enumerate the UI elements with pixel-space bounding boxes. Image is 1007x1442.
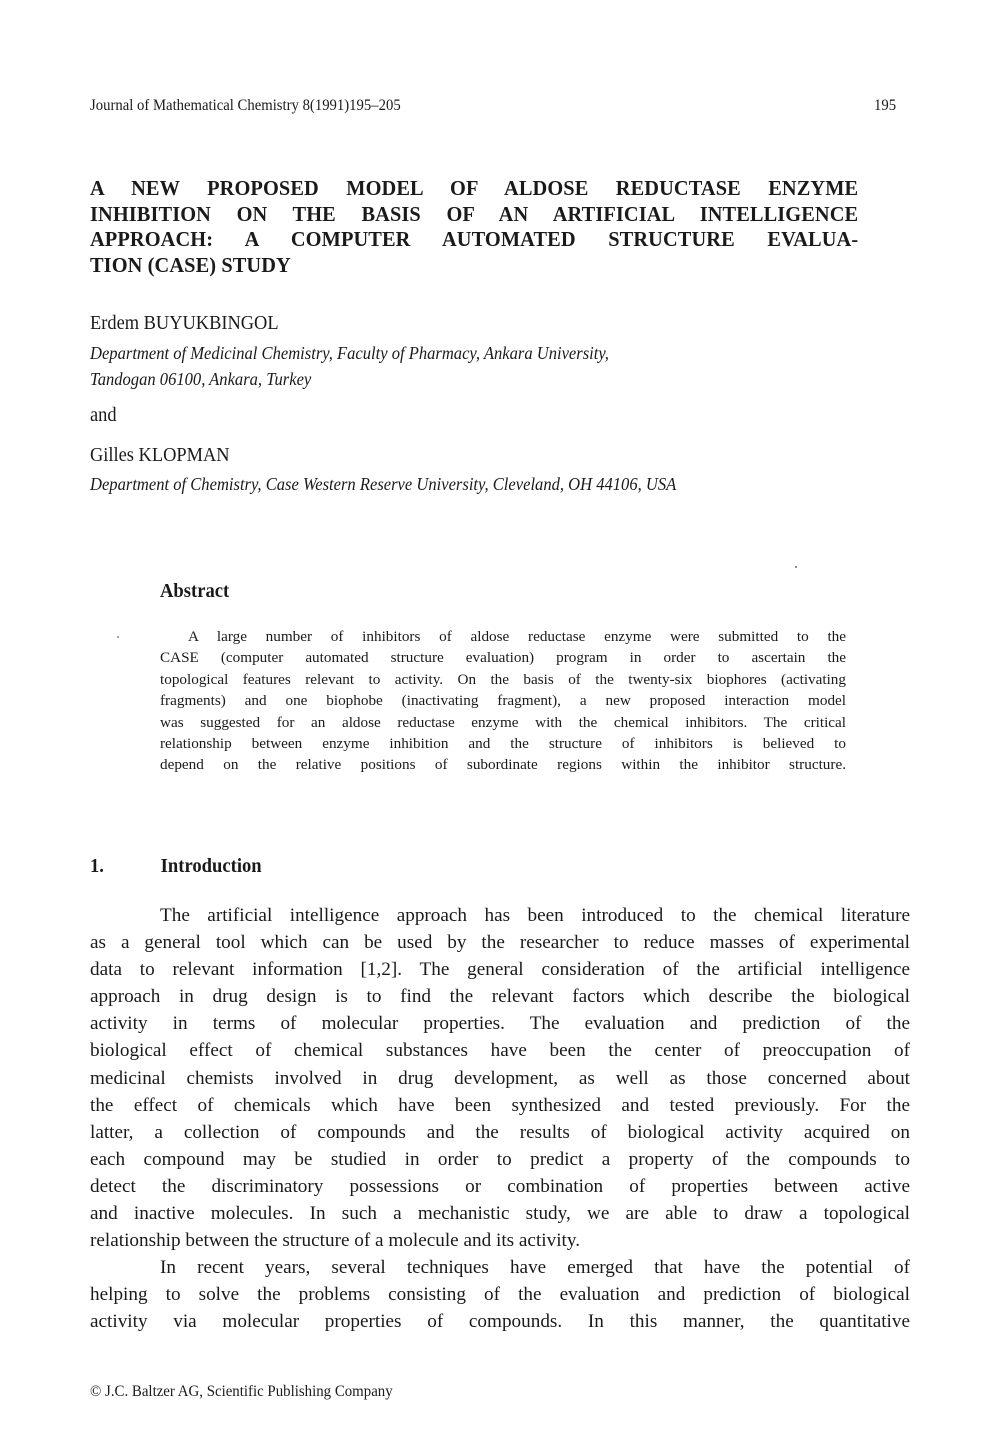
- body-line: In recent years, several techniques have emerged that have the potential of: [160, 1257, 910, 1279]
- author-affiliation: [90, 471, 676, 497]
- body-line: activity in terms of molecular properties. The evaluation and prediction of the: [90, 1013, 910, 1035]
- introduction-body: [90, 902, 910, 1336]
- body-line: as a general tool which can be used by the researcher to reduce masses of experimental: [90, 932, 910, 954]
- body-line: helping to solve the problems consisting of the evaluation and prediction of biological: [90, 1284, 910, 1306]
- body-line: detect the discriminatory possessions or combination of properties between active: [90, 1175, 910, 1197]
- paper-title: [90, 176, 866, 279]
- body-line: relationship between the structure of a molecule and its activity.: [90, 1230, 581, 1252]
- body-line: data to relevant information [1,2]. The general consideration of the artificial intelligence: [90, 959, 910, 981]
- abstract-line: A large number of inhibitors of aldose reductase enzyme were submitted to the: [188, 628, 846, 645]
- title-line: INHIBITION ON THE BASIS OF AN ARTIFICIAL INTELLIGENCE: [90, 201, 859, 226]
- section-heading: [90, 855, 262, 878]
- affiliation-line: Department of Chemistry, Case Western Reserve University, Cleveland, OH 44106, USA: [90, 474, 677, 494]
- body-line: approach in drug design is to find the relevant factors which describe the biological: [90, 986, 910, 1008]
- body-line: and inactive molecules. In such a mechanistic study, we are able to draw a topological: [90, 1203, 910, 1225]
- body-line: each compound may be studied in order to predict a property of the compounds to: [90, 1148, 910, 1170]
- author-name: Erdem BUYUKBINGOL: [90, 312, 279, 334]
- abstract-body: [160, 626, 846, 776]
- abstract-line: fragments) and one biophobe (inactivating fragment), a new proposed interaction model: [160, 692, 846, 710]
- author-affiliation: [90, 340, 609, 392]
- author-conjunction: and: [90, 404, 117, 426]
- body-line: latter, a collection of compounds and the results of biological activity acquired on: [90, 1121, 910, 1143]
- page-number: 195: [874, 97, 897, 114]
- abstract-line: relationship between enzyme inhibition and the structure of inhibitors is believed to: [160, 735, 846, 753]
- body-line: the effect of chemicals which have been synthesized and tested previously. For the: [90, 1094, 910, 1116]
- scan-speck: [117, 636, 119, 638]
- running-header-journal: Journal of Mathematical Chemistry 8(1991)195–205: [90, 97, 401, 114]
- copyright-footer: © J.C. Baltzer AG, Scientific Publishing Company: [90, 1383, 393, 1400]
- abstract-heading: Abstract: [160, 580, 230, 602]
- title-line: APPROACH: A COMPUTER AUTOMATED STRUCTURE EVALUA-: [90, 227, 859, 252]
- abstract-line: CASE (computer automated structure evaluation) program in order to ascertain the: [160, 649, 846, 667]
- affiliation-line: Department of Medicinal Chemistry, Faculty of Pharmacy, Ankara University,: [90, 343, 609, 363]
- body-line: The artificial intelligence approach has been introduced to the chemical literature: [160, 905, 910, 926]
- section-title: Introduction: [160, 855, 262, 877]
- abstract-line: topological features relevant to activity. On the basis of the twenty-six biophores (activating: [160, 670, 846, 688]
- title-line: TION (CASE) STUDY: [90, 253, 291, 278]
- scan-speck: [795, 566, 797, 568]
- affiliation-line: Tandogan 06100, Ankara, Turkey: [90, 369, 312, 389]
- body-line: activity via molecular properties of compounds. In this manner, the quantitative: [90, 1311, 910, 1333]
- body-line: medicinal chemists involved in drug development, as well as those concerned about: [90, 1067, 910, 1089]
- abstract-line: was suggested for an aldose reductase enzyme with the chemical inhibitors. The critical: [160, 713, 846, 731]
- author-name: Gilles KLOPMAN: [90, 444, 230, 466]
- title-line: A NEW PROPOSED MODEL OF ALDOSE REDUCTASE ENZYME: [90, 176, 859, 200]
- body-line: biological effect of chemical substances have been the center of preoccupation of: [90, 1040, 910, 1062]
- abstract-line: depend on the relative positions of subordinate regions within the inhibitor structure.: [160, 756, 846, 774]
- section-number: 1.: [90, 855, 104, 877]
